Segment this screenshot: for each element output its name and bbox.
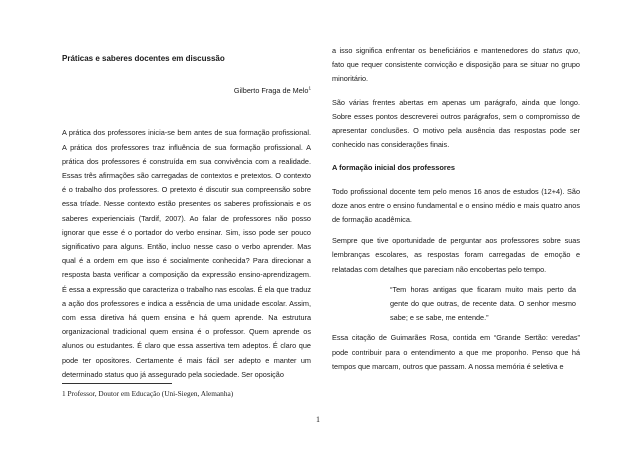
frontiers-paragraph: São várias frentes abertas em apenas um parágrafo, ainda que longo. Sobre esses pontos descreverei outros parágrafos, sem o compromisso de apresentar conclusões. O motivo pela ausência das respostas pode ser conhecido nas considerações finais.	[332, 97, 580, 150]
author-footnote-marker: 1	[308, 85, 311, 91]
italic-term: status quo	[542, 46, 578, 55]
spacer	[62, 98, 311, 112]
footnote: 1 Professor, Doutor em Educação (Uni-Siegen, Alemanha)	[62, 389, 234, 398]
continuation-paragraph	[332, 44, 580, 87]
section-heading: A formação inicial dos professores	[332, 163, 455, 173]
block-quote: “Tem horas antigas que ficaram muito mais perto da gente do que outras, de recente data. O senhor mesmo sabe; e se sabe, me entende.”	[390, 284, 576, 323]
spacer	[62, 112, 311, 126]
paragraph-text: , fato que requer consistente convicção e disposição para se situar no grupo minoritário.	[332, 46, 580, 84]
spacer	[332, 87, 580, 96]
memories-paragraph: Sempre que tive oportunidade de perguntar aos professores sobre suas lembranças escolares, as respostas foram carregadas de emoção e relatadas com detalhes que pareciam não encobertas pelo tempo.	[332, 236, 580, 274]
author-line	[62, 84, 311, 98]
left-column	[62, 40, 311, 382]
training-paragraph: Todo profissional docente tem pelo menos 16 anos de estudos (12+4). São doze anos entre o ensino fundamental e o ensino médio e mais quatro anos de formação acadêmica.	[332, 186, 580, 225]
paragraph-text: a isso significa enfrentar os beneficiários e mantenedores do	[332, 46, 543, 55]
footnote-separator	[62, 383, 172, 384]
intro-paragraph: A prática dos professores inicia-se bem antes de sua formação profissional. A prática dos professores traz influência de sua formação profissional. A prática dos professores é construída em sua convivência com a realidade. Essas três afirmações são carregadas de contextos e pretextos. O contexto é o trabalho dos professores. O pretexto é discutir sua compreensão sobre essa tríade. Nesse contexto estão presentes os saberes profissionais e os saberes experienciais (Tardif, 2007). Ao falar de professores não posso ignorar que esse é o portador do verbo ensinar. Sim, isso pode ser pouco significativo para alguns. Então, incluo nesse caso o verbo aprender. Mas qual é a ordem em que isso é socialmente conhecida? Para direcionar a resposta basta verificar a composição da expressão ensino-aprendizagem. É essa a expressão que caracteriza o trabalho nas escolas. É ela que traduz a ação dos professores e indica a essência de uma unidade escolar. Assim, com essa diretiva há quem ensina e há quem aprende. Na estrutura organizacional tradicional quem ensina é o professor. Quem aprende os alunos ou estudantes. É claro que essa assertiva tem adeptos. É claro que pode ter opositores. Certamente é mais fácil ser adepto e manter um determinado status quo já assegurado pela sociedade. Ser oposição	[62, 128, 311, 379]
author-name: Gilberto Fraga de Melo	[233, 86, 309, 96]
spacer	[332, 227, 580, 234]
citation-paragraph: Essa citação de Guimarães Rosa, contida em “Grande Sertão: veredas” pode contribuir para o entendimento a que me proponho. Penso que há tempos que marcam, outros que passam. A nossa memória é seletiva e	[332, 333, 580, 371]
article-title: Práticas e saberes docentes em discussão	[62, 54, 225, 63]
right-column	[332, 44, 580, 374]
page-number: 1	[316, 415, 320, 424]
